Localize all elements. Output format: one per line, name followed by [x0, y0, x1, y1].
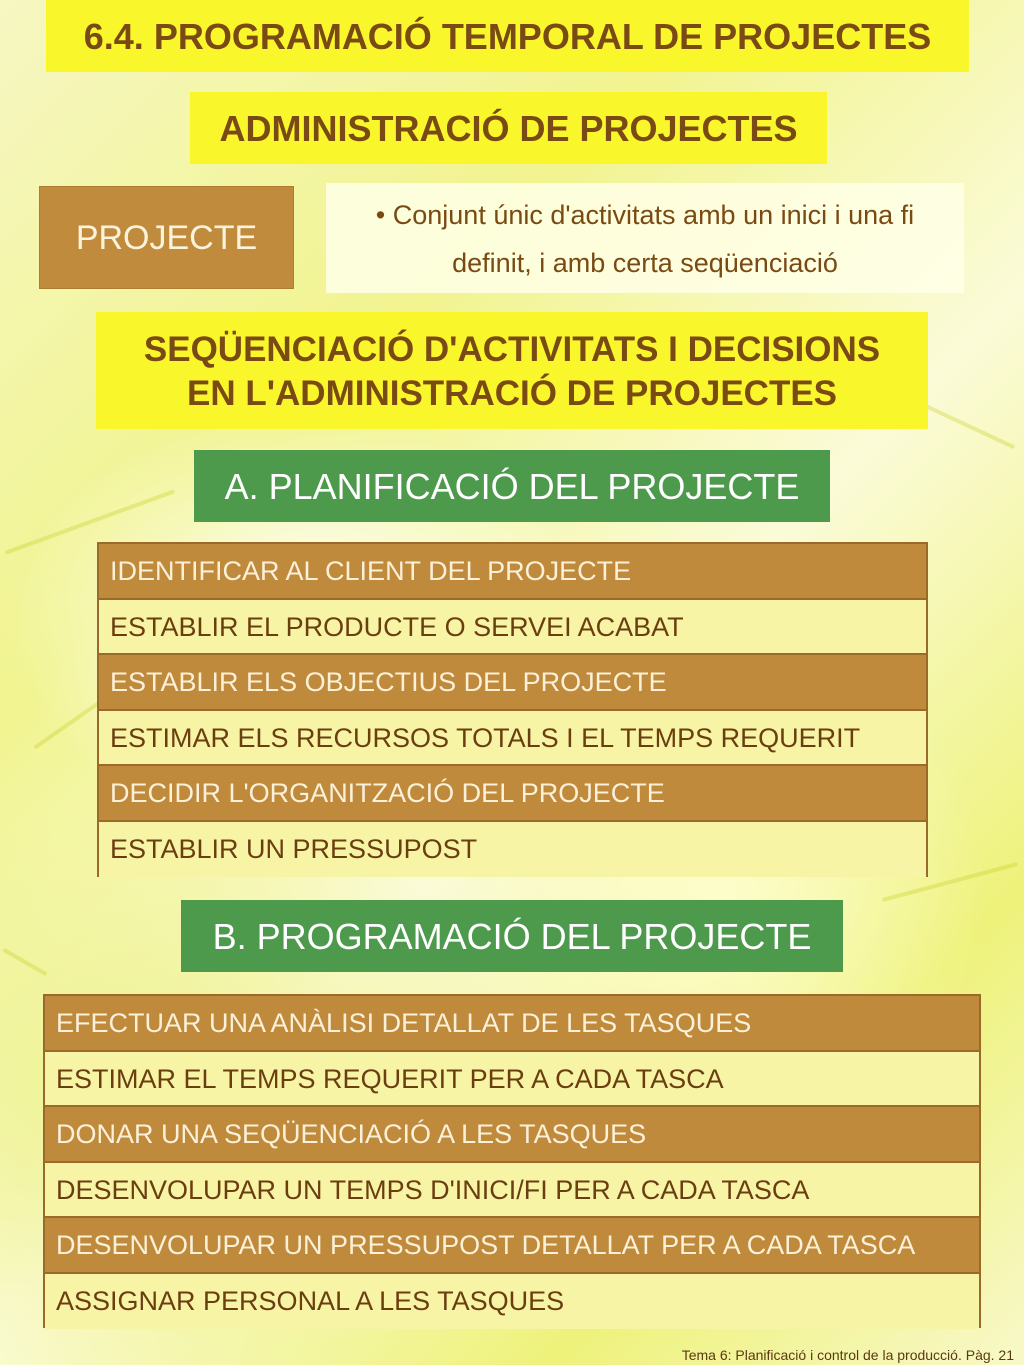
- list-item: DONAR UNA SEQÜENCIACIÓ A LES TASQUES: [45, 1107, 979, 1163]
- sequence-heading: [96, 312, 928, 429]
- page-footer: Tema 6: Planificació i control de la producció. Pàg. 21: [681, 1347, 1014, 1363]
- section-a-list: [97, 542, 928, 877]
- page-title: 6.4. PROGRAMACIÓ TEMPORAL DE PROJECTES: [46, 0, 969, 72]
- list-item: ASSIGNAR PERSONAL A LES TASQUES: [45, 1274, 979, 1330]
- definition-term: PROJECTE: [39, 186, 294, 289]
- list-item: DECIDIR L'ORGANITZACIÓ DEL PROJECTE: [99, 766, 926, 822]
- list-item: EFECTUAR UNA ANÀLISI DETALLAT DE LES TASQUES: [45, 996, 979, 1052]
- background-streak: [2, 948, 47, 976]
- section-b-title: B. PROGRAMACIÓ DEL PROJECTE: [181, 900, 843, 972]
- definition-text: [326, 183, 964, 293]
- definition-line-1: • Conjunt únic d'activitats amb un inici i una fi: [375, 200, 915, 230]
- list-item: ESTIMAR ELS RECURSOS TOTALS I EL TEMPS REQUERIT: [99, 711, 926, 767]
- list-item: ESTABLIR EL PRODUCTE O SERVEI ACABAT: [99, 600, 926, 656]
- list-item: IDENTIFICAR AL CLIENT DEL PROJECTE: [99, 544, 926, 600]
- sequence-heading-line-2: EN L'ADMINISTRACIÓ DE PROJECTES: [186, 374, 838, 413]
- list-item: ESTABLIR ELS OBJECTIUS DEL PROJECTE: [99, 655, 926, 711]
- list-item: ESTIMAR EL TEMPS REQUERIT PER A CADA TASCA: [45, 1052, 979, 1108]
- section-a-title: A. PLANIFICACIÓ DEL PROJECTE: [194, 450, 830, 522]
- section-b-list: [43, 994, 981, 1328]
- list-item: DESENVOLUPAR UN PRESSUPOST DETALLAT PER A CADA TASCA: [45, 1218, 979, 1274]
- list-item: ESTABLIR UN PRESSUPOST: [99, 822, 926, 878]
- sequence-heading-line-1: SEQÜENCIACIÓ D'ACTIVITATS I DECISIONS: [143, 330, 881, 369]
- definition-line-2: definit, i amb certa seqüenciació: [452, 248, 838, 278]
- list-item: DESENVOLUPAR UN TEMPS D'INICI/FI PER A CADA TASCA: [45, 1163, 979, 1219]
- section-heading-administracio: ADMINISTRACIÓ DE PROJECTES: [190, 92, 827, 164]
